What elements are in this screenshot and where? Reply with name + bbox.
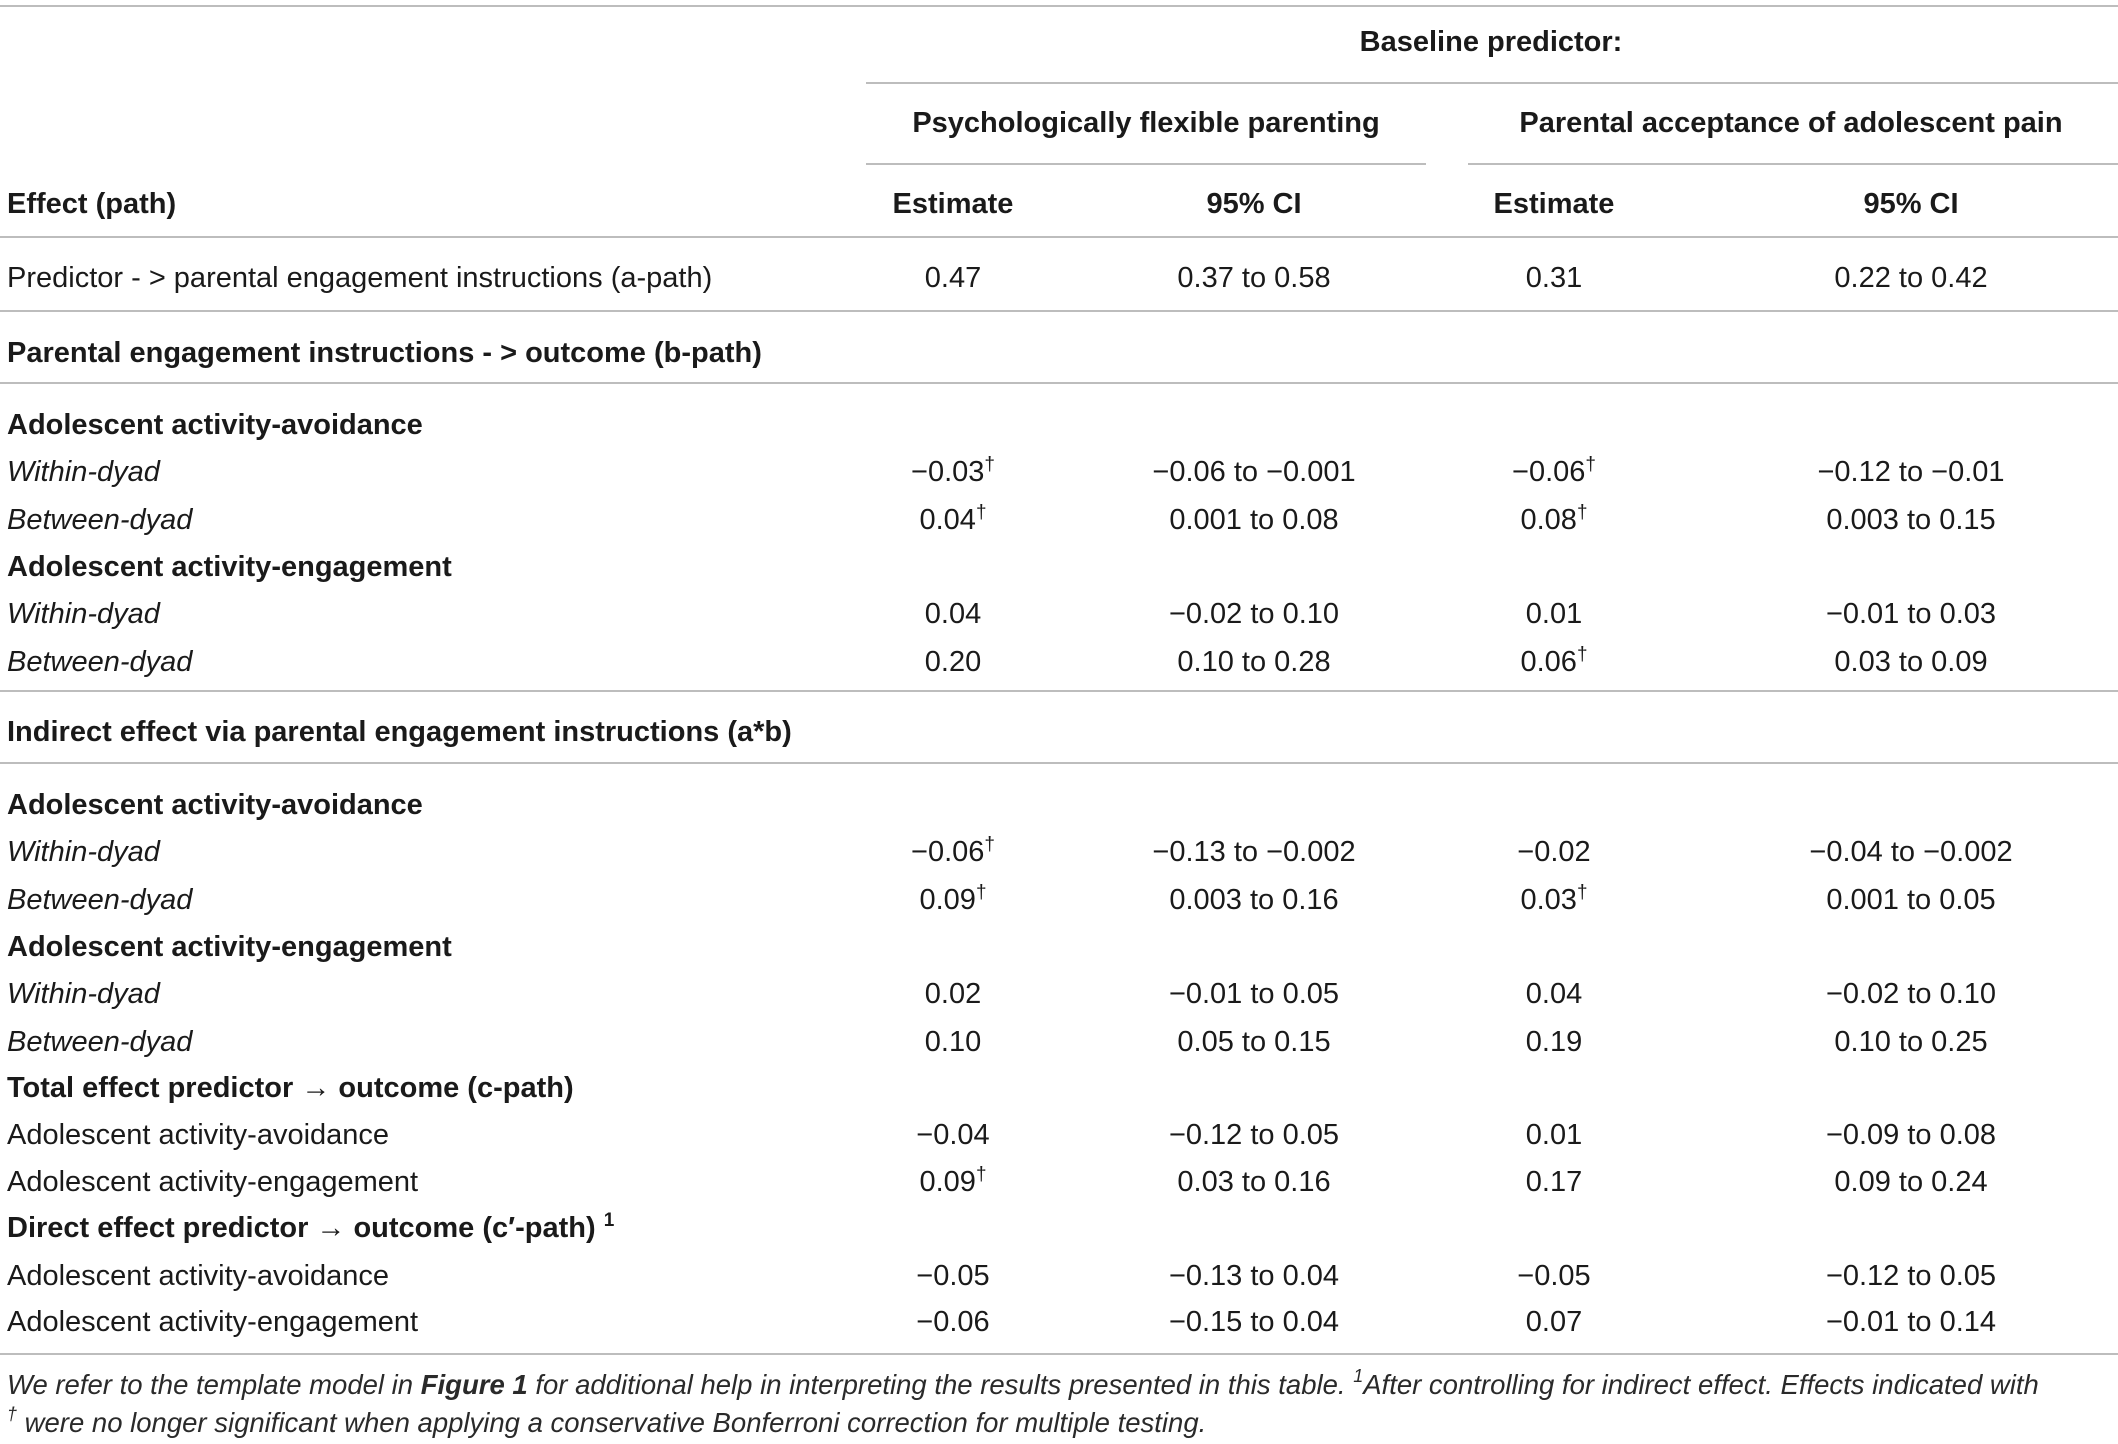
row-label-text: Between-dyad: [7, 504, 193, 536]
row-label: [7, 886, 192, 915]
ci-cell: [1834, 1028, 1987, 1057]
dagger-marker: †: [1576, 882, 1588, 903]
row-label-text: Between-dyad: [7, 646, 193, 678]
cell-value: 0.22 to 0.42: [1834, 262, 1988, 294]
row-label: [7, 506, 192, 535]
estimate-cell: [916, 1262, 989, 1291]
ci-cell: [1177, 1028, 1330, 1057]
section-rule: [0, 382, 2118, 384]
ci-cell: [1169, 1121, 1339, 1150]
estimate-cell: [1526, 264, 1582, 293]
row-label-text: Within-dyad: [7, 836, 160, 868]
row-label-text: Indirect effect via parental engagement instructions (a*b): [7, 716, 792, 748]
estimate-header: Estimate: [1493, 188, 1615, 220]
footnote-text: We refer to the template model in: [7, 1369, 421, 1400]
ci-cell: [1152, 838, 1355, 867]
dagger-marker: †: [984, 454, 995, 475]
cell-value: 0.37 to 0.58: [1177, 262, 1331, 294]
estimate-cell: [919, 882, 987, 916]
cell-value: 0.003 to 0.15: [1826, 504, 1996, 536]
row-label-text: Parental engagement instructions - > outcome (b-path): [7, 337, 762, 369]
cell-value: −0.06: [911, 836, 985, 868]
ci-cell: [1177, 648, 1330, 677]
row-label: [7, 339, 762, 368]
row-label: [7, 1028, 192, 1057]
ci-header: 95% CI: [1206, 188, 1302, 220]
ci-cell: [1177, 1168, 1330, 1197]
cell-value: −0.12 to 0.05: [1825, 1260, 1997, 1292]
cell-value: 0.09 to 0.24: [1834, 1166, 1988, 1198]
ci-cell: [1826, 506, 1995, 535]
footnote-marker: 1: [603, 1210, 615, 1231]
row-label-text: Predictor - > parental engagement instructions (a-path): [7, 262, 713, 294]
ci-cell: [1826, 1121, 1996, 1150]
dagger-marker: †: [1585, 454, 1596, 475]
cell-value: −0.02: [1517, 836, 1591, 868]
estimate-cell: [1526, 1168, 1582, 1197]
ci-header: 95% CI: [1863, 188, 1959, 220]
dagger-marker: †: [1576, 502, 1588, 523]
cell-value: 0.10: [924, 1026, 982, 1058]
cell-value: 0.001 to 0.05: [1826, 884, 1996, 916]
group-header-flexible-parenting: Psychologically flexible parenting: [912, 107, 1380, 139]
group1-rule: [866, 163, 1426, 165]
ci-cell: [1169, 1262, 1339, 1291]
estimate-cell: [925, 1028, 981, 1057]
cell-value: −0.04 to −0.002: [1809, 836, 2013, 868]
group2-rule: [1468, 163, 2118, 165]
estimate-cell: [925, 648, 981, 677]
cell-value: 0.17: [1525, 1166, 1583, 1198]
row-label-text: Adolescent activity-engagement: [7, 551, 452, 583]
cell-value: 0.09: [919, 1166, 976, 1198]
estimate-cell: [919, 1164, 987, 1198]
row-label-text: Adolescent activity-avoidance: [7, 789, 423, 821]
ci-cell: [1834, 264, 1987, 293]
row-label: [7, 980, 160, 1009]
estimate-header: Estimate: [892, 188, 1014, 220]
cell-value: −0.01 to 0.05: [1168, 978, 1340, 1010]
footnote-text: for additional help in interpreting the results presented in this table.: [527, 1369, 1354, 1400]
dagger-marker: †: [975, 882, 987, 903]
cell-value: 0.01: [1525, 1119, 1583, 1151]
cell-value: 0.31: [1525, 262, 1583, 294]
cell-value: −0.12 to 0.05: [1168, 1119, 1340, 1151]
estimate-cell: [916, 1308, 989, 1337]
estimate-cell: [1520, 882, 1588, 916]
cell-value: 0.01: [1525, 598, 1583, 630]
row-label-text: Adolescent activity-engagement: [7, 1306, 419, 1338]
cell-value: −0.06 to −0.001: [1152, 456, 1356, 488]
dagger-marker: †: [984, 834, 995, 855]
cell-value: 0.10 to 0.25: [1834, 1026, 1988, 1058]
ci-cell: [1826, 1262, 1996, 1291]
row-label: [7, 1121, 389, 1150]
cell-value: −0.09 to 0.08: [1825, 1119, 1997, 1151]
ci-cell: [1826, 886, 1995, 915]
row-label-text: Adolescent activity-avoidance: [7, 1260, 390, 1292]
row-label-text: Between-dyad: [7, 1026, 193, 1058]
row-label: [7, 411, 423, 440]
section-rule: [0, 762, 2118, 764]
dagger-marker: †: [975, 1164, 987, 1185]
ci-cell: [1169, 980, 1339, 1009]
estimate-cell: [1512, 454, 1596, 488]
ci-cell: [1177, 264, 1330, 293]
cell-value: 0.08: [1520, 504, 1577, 536]
row-label: [7, 1168, 418, 1197]
estimate-cell: [1526, 980, 1582, 1009]
estimate-cell: [911, 454, 995, 488]
section-rule: [0, 690, 2118, 692]
table-top-rule: [0, 5, 2118, 7]
row-label: [7, 791, 423, 820]
ci-cell: [1169, 506, 1338, 535]
table-bottom-rule: [0, 1353, 2118, 1355]
cell-value: −0.01 to 0.14: [1825, 1306, 1997, 1338]
cell-value: 0.001 to 0.08: [1169, 504, 1339, 536]
cell-value: 0.03 to 0.09: [1834, 646, 1988, 678]
effect-path-header: Effect (path): [7, 188, 177, 220]
row-label: [7, 648, 192, 677]
cell-value: 0.47: [924, 262, 982, 294]
footnote-marker: 1: [1353, 1366, 1364, 1386]
estimate-cell: [1526, 1308, 1582, 1337]
estimate-cell: [1517, 838, 1590, 867]
cell-value: 0.19: [1525, 1026, 1583, 1058]
cell-value: −0.06: [916, 1306, 990, 1338]
row-label: [7, 933, 452, 962]
cell-value: 0.03: [1520, 884, 1577, 916]
cell-value: 0.02: [924, 978, 982, 1010]
section-rule: [0, 310, 2118, 312]
row-label: [7, 1074, 574, 1103]
row-label-text: Direct effect predictor → outcome (c′-path): [7, 1212, 596, 1244]
ci-cell: [1834, 1168, 1987, 1197]
estimate-cell: [1520, 502, 1588, 536]
cell-value: 0.09: [919, 884, 976, 916]
ci-cell: [1169, 600, 1339, 629]
cell-value: 0.06: [1520, 646, 1577, 678]
dagger-marker: †: [1576, 644, 1588, 665]
row-label-text: Adolescent activity-engagement: [7, 931, 452, 963]
ci-cell: [1826, 1308, 1996, 1337]
row-label-text: Adolescent activity-engagement: [7, 1166, 419, 1198]
ci-cell: [1152, 458, 1355, 487]
ci-cell: [1169, 1308, 1339, 1337]
row-label: [7, 553, 452, 582]
row-label-text: Adolescent activity-avoidance: [7, 409, 423, 441]
ci-cell: [1834, 648, 1987, 677]
baseline-predictor-header: Baseline predictor:: [1359, 26, 1623, 58]
estimate-cell: [925, 980, 981, 1009]
cell-value: −0.05: [916, 1260, 990, 1292]
cell-value: 0.04: [924, 598, 982, 630]
cell-value: 0.10 to 0.28: [1177, 646, 1331, 678]
cell-value: 0.04: [1525, 978, 1583, 1010]
footnote-text: were no longer significant when applying a conservative Bonferroni correction for multiple testing.: [17, 1407, 1207, 1438]
row-label-text: Within-dyad: [7, 598, 160, 630]
row-label: [7, 458, 160, 487]
dagger-marker: †: [7, 1404, 18, 1424]
group-header-parental-acceptance: Parental acceptance of adolescent pain: [1519, 107, 2063, 139]
row-label: [7, 264, 712, 293]
estimate-cell: [925, 600, 981, 629]
estimate-cell: [1520, 644, 1588, 678]
ci-cell: [1826, 600, 1996, 629]
cell-value: −0.13 to −0.002: [1152, 836, 1356, 868]
cell-value: 0.20: [924, 646, 982, 678]
footnote-text: After controlling for indirect effect. Effects indicated with: [1363, 1369, 2039, 1400]
cell-value: −0.04: [916, 1119, 990, 1151]
row-label: [7, 1210, 615, 1244]
dagger-marker: †: [975, 502, 987, 523]
estimate-cell: [911, 834, 995, 868]
ci-cell: [1826, 980, 1996, 1009]
cell-value: −0.15 to 0.04: [1168, 1306, 1340, 1338]
cell-value: 0.003 to 0.16: [1169, 884, 1339, 916]
cell-value: −0.01 to 0.03: [1825, 598, 1997, 630]
cell-value: 0.03 to 0.16: [1177, 1166, 1331, 1198]
estimate-cell: [1526, 1121, 1582, 1150]
estimate-cell: [925, 264, 981, 293]
ci-cell: [1809, 838, 2012, 867]
cell-value: 0.07: [1525, 1306, 1583, 1338]
row-label: [7, 1262, 389, 1291]
row-label-text: Between-dyad: [7, 884, 193, 916]
row-label-text: Total effect predictor → outcome (c-path): [7, 1072, 574, 1104]
row-label: [7, 1308, 418, 1337]
cell-value: −0.06: [1512, 456, 1586, 488]
ci-cell: [1817, 458, 2004, 487]
row-label-text: Within-dyad: [7, 456, 160, 488]
estimate-cell: [1526, 1028, 1582, 1057]
estimate-cell: [916, 1121, 989, 1150]
estimate-cell: [1526, 600, 1582, 629]
group-rule: [866, 82, 2118, 84]
cell-value: −0.02 to 0.10: [1825, 978, 1997, 1010]
cell-value: 0.05 to 0.15: [1177, 1026, 1331, 1058]
cell-value: −0.13 to 0.04: [1168, 1260, 1340, 1292]
header-bottom-rule: [0, 236, 2118, 238]
row-label: [7, 838, 160, 867]
estimate-cell: [1517, 1262, 1590, 1291]
row-label-text: Adolescent activity-avoidance: [7, 1119, 390, 1151]
cell-value: −0.05: [1517, 1260, 1591, 1292]
row-label: [7, 718, 792, 747]
cell-value: −0.12 to −0.01: [1817, 456, 2005, 488]
row-label-text: Within-dyad: [7, 978, 160, 1010]
ci-cell: [1169, 886, 1338, 915]
row-label: [7, 600, 160, 629]
cell-value: 0.04: [919, 504, 976, 536]
cell-value: −0.02 to 0.10: [1168, 598, 1340, 630]
cell-value: −0.03: [911, 456, 985, 488]
table-footnote: [7, 1366, 2112, 1442]
estimate-cell: [919, 502, 987, 536]
figure-reference: Figure 1: [420, 1369, 528, 1400]
